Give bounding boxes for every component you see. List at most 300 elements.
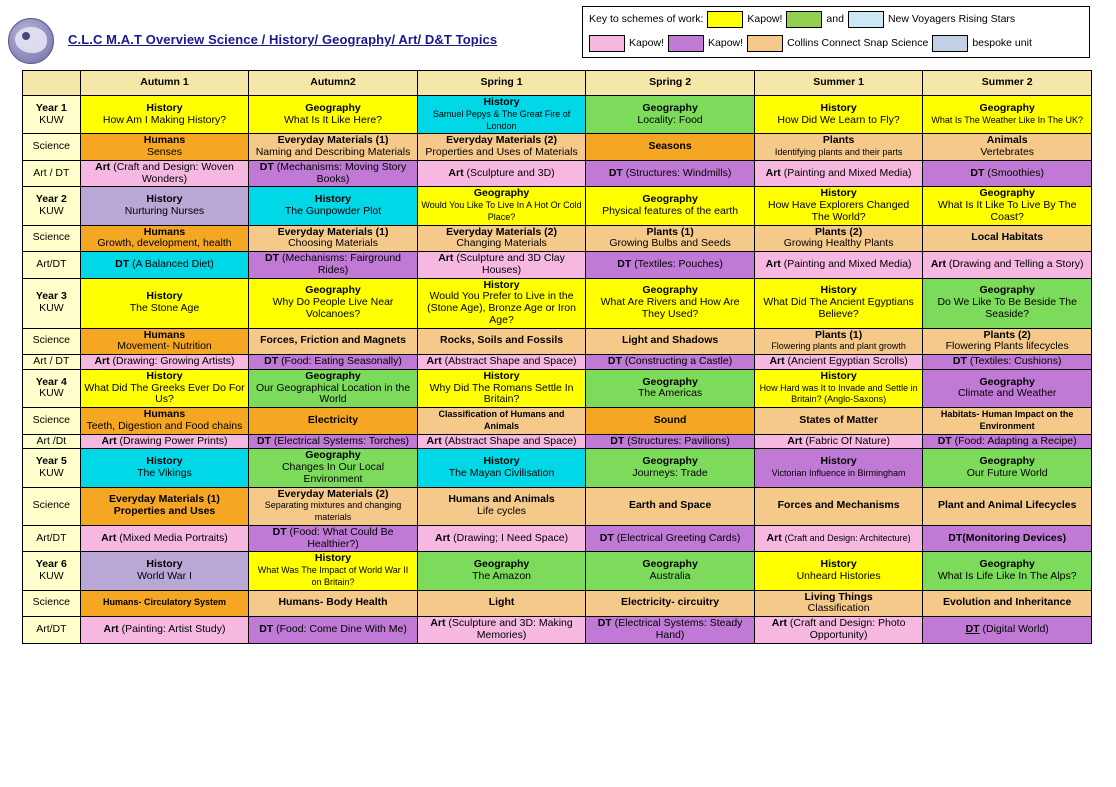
cell-title: Plants (1) [814, 328, 863, 341]
key-swatch-new-voyagers [848, 11, 884, 28]
cell-r14-c1 [249, 525, 418, 552]
cell-subtitle: Unheard Histories [796, 569, 881, 582]
cell-subtitle: Classification [807, 602, 870, 615]
cell-r4-c3 [586, 225, 755, 252]
header-summer-2: Summer 2 [923, 71, 1092, 96]
cell-subtitle: World War I [137, 569, 192, 582]
cell-r8-c0 [80, 355, 249, 370]
cell-title: Art [787, 434, 803, 447]
cell-subtitle: (Food: Come Dine With Me) [276, 622, 407, 635]
cell-title: DT [965, 622, 980, 635]
cell-r9-c0 [80, 369, 249, 407]
cell-r8-c4 [754, 355, 923, 370]
cell-subtitle: Flowering plants and plant growth [771, 341, 906, 352]
cell-subtitle: Growing Bulbs and Seeds [609, 237, 731, 250]
cell-subtitle: How Hard was It to Invade and Settle in Britain? (Anglo-Saxons) [759, 382, 918, 405]
cell-title: DT [599, 531, 614, 544]
cell-title: DT [952, 355, 967, 367]
cell-subtitle: (Fabric Of Nature) [805, 434, 890, 447]
cell-subtitle: Nurturing Nurses [124, 204, 205, 217]
cell-subtitle: The Vikings [137, 466, 192, 479]
cell-title: Humans and Animals [448, 493, 555, 506]
cell-r14-c5 [923, 525, 1092, 552]
cell-subtitle: Life cycles [477, 505, 527, 518]
cell-title: History [146, 558, 183, 571]
cell-subtitle: How Have Explorers Changed The World? [767, 199, 910, 223]
key-label: Key to schemes of work: [589, 13, 704, 25]
cell-r11-c1 [249, 434, 418, 449]
clc-mat-logo [8, 18, 54, 64]
cell-r12-c4 [754, 449, 923, 487]
cell-r4-c5 [923, 225, 1092, 252]
cell-subtitle: Senses [146, 146, 182, 158]
cell-subtitle: Would You Prefer to Live in the (Stone Age), Bronze Age or Iron Age? [427, 290, 576, 326]
cell-title: Geography [979, 284, 1035, 297]
cell-title: Geography [642, 455, 698, 468]
cell-title: DT [259, 622, 274, 635]
cell-r10-c4 [754, 408, 923, 435]
cell-title: Geography [642, 284, 698, 297]
cell-title: Art [103, 622, 119, 635]
cell-title: Forces and Mechanisms [777, 499, 900, 512]
cell-title: Everyday Materials (1) [277, 134, 389, 147]
cell-title: DT [617, 257, 632, 270]
cell-subtitle: What Was The Impact of World War II on Britain? [257, 565, 409, 587]
cell-subtitle: What Is Life Like In The Alps? [937, 569, 1077, 582]
cell-title: Art [769, 355, 785, 367]
cell-r8-c3 [586, 355, 755, 370]
cell-r0-c3 [586, 96, 755, 134]
cell-title: Humans- Body Health [278, 596, 388, 609]
cell-r5-c3 [586, 252, 755, 279]
row-label-5: Art/DT [23, 252, 81, 279]
cell-r12-c1 [249, 449, 418, 487]
cell-subtitle: (Ancient Egyptian Scrolls) [787, 355, 908, 367]
cell-r17-c5 [923, 617, 1092, 644]
cell-title: Plants (2) [983, 328, 1031, 341]
key-swatch-green [786, 11, 822, 28]
cell-r17-c1 [249, 617, 418, 644]
cell-r13-c3 [586, 487, 755, 525]
cell-r16-c2 [417, 590, 586, 617]
cell-title: DT [272, 525, 287, 538]
cell-r16-c3 [586, 590, 755, 617]
cell-title: Geography [305, 101, 361, 114]
cell-r11-c5 [923, 434, 1092, 449]
cell-subtitle: Identifying plants and their parts [774, 147, 903, 157]
cell-title: DT [264, 355, 279, 367]
cell-title: States of Matter [799, 413, 878, 426]
table-row [23, 449, 1092, 487]
cell-r1-c2 [417, 134, 586, 161]
key-text-and: and [826, 13, 844, 25]
cell-r1-c0 [80, 134, 249, 161]
cell-subtitle: (Craft and Design: Photo Opportunity) [789, 617, 906, 641]
cell-subtitle: (Mechanisms: Fairground Rides) [281, 252, 401, 276]
cell-title: Geography [979, 558, 1035, 571]
cell-title: History [820, 284, 857, 297]
cell-subtitle: Why Do People Live Near Volcanoes? [272, 296, 394, 320]
cell-subtitle: (Mechanisms: Moving Story Books) [276, 160, 407, 185]
cell-title: Humans [143, 134, 186, 147]
cell-r4-c2 [417, 225, 586, 252]
table-row [23, 590, 1092, 617]
cell-title: History [146, 193, 183, 206]
row-label-7: Science [23, 328, 81, 355]
cell-subtitle: (Sculpture and 3D: Making Memories) [448, 617, 573, 641]
cell-r3-c1 [249, 187, 418, 225]
cell-subtitle: (Drawing and Telling a Story) [948, 257, 1084, 270]
cell-title: Plants (1) [646, 225, 694, 238]
cell-r7-c5 [923, 328, 1092, 355]
cell-r5-c1 [249, 252, 418, 279]
cell-subtitle: What Is The Weather Like In The UK? [931, 114, 1083, 125]
cell-subtitle: Do We Like To Be Beside The Seaside? [937, 296, 1077, 320]
table-body [23, 96, 1092, 644]
cell-title: Electricity [307, 413, 359, 426]
cell-subtitle: Locality: Food [637, 113, 703, 126]
cell-title: Animals [986, 134, 1028, 147]
cell-subtitle: Changing Materials [456, 237, 547, 250]
cell-r6-c1 [249, 278, 418, 328]
cell-r12-c5 [923, 449, 1092, 487]
cell-r1-c5 [923, 134, 1092, 161]
cell-subtitle: What Did The Ancient Egyptians Believe? [763, 296, 914, 320]
cell-subtitle: (Smoothies) [987, 166, 1044, 179]
row-label-4: Science [23, 225, 81, 252]
cell-title: Art [435, 531, 451, 544]
cell-r14-c0 [80, 525, 249, 552]
key-swatch-kapow-purple [668, 35, 704, 52]
cell-subtitle: Our Future World [966, 466, 1048, 479]
cell-subtitle: How Did We Learn to Fly? [777, 113, 900, 126]
header-blank [23, 71, 81, 96]
row-label-11: Art /Dt [23, 434, 81, 449]
cell-title: Art [101, 531, 117, 544]
cell-r9-c4 [754, 369, 923, 407]
cell-r3-c0 [80, 187, 249, 225]
cell-title: Plant and Animal Lifecycles [937, 499, 1077, 512]
cell-title: DT [597, 617, 612, 629]
cell-subtitle: (Digital World) [982, 622, 1049, 635]
table-header [23, 71, 1092, 96]
cell-title: DT [610, 434, 625, 447]
cell-r11-c2 [417, 434, 586, 449]
cell-title: History [820, 101, 857, 114]
cell-title: Humans- Circulatory System [102, 597, 226, 608]
cell-subtitle: Victorian Influence in Birmingham [771, 467, 906, 478]
cell-title: Geography [979, 101, 1035, 114]
header-spring-1: Spring 1 [417, 71, 586, 96]
cell-subtitle: (Mixed Media Portraits) [119, 531, 228, 544]
cell-subtitle: (Food: Eating Seasonally) [281, 355, 402, 367]
key-text-kapow-purple: Kapow! [708, 37, 744, 49]
cell-r13-c1 [249, 487, 418, 525]
row-label-1: Science [23, 134, 81, 161]
cell-r4-c4 [754, 225, 923, 252]
cell-title: DT [115, 257, 130, 270]
cell-title: Art [426, 355, 442, 367]
cell-subtitle: (A Balanced Diet) [132, 257, 214, 270]
cell-title: DT [265, 252, 280, 264]
cell-r16-c4 [754, 590, 923, 617]
cell-r11-c3 [586, 434, 755, 449]
cell-r7-c1 [249, 328, 418, 355]
cell-subtitle: (Drawing Power Prints) [119, 434, 228, 447]
cell-title: Everyday Materials (2) [446, 134, 557, 147]
cell-title: Everyday Materials (2) [446, 225, 557, 238]
cell-subtitle: (Food: Adapting a Recipe) [954, 434, 1077, 447]
cell-r0-c1 [249, 96, 418, 134]
cell-title: Geography [305, 369, 361, 382]
cell-title: Humans [143, 408, 186, 420]
cell-r17-c3 [586, 617, 755, 644]
cell-r10-c2 [417, 408, 586, 435]
cell-title: Seasons [648, 140, 692, 153]
cell-subtitle: Naming and Describing Materials [255, 146, 411, 158]
cell-r13-c2 [417, 487, 586, 525]
cell-r12-c2 [417, 449, 586, 487]
cell-r9-c2 [417, 369, 586, 407]
cell-title: Electricity- circuitry [621, 596, 720, 609]
cell-r12-c3 [586, 449, 755, 487]
cell-title: Earth and Space [628, 499, 712, 512]
key-swatch-kapow-yellow [707, 11, 743, 28]
cell-subtitle: (Electrical Systems: Steady Hand) [614, 617, 743, 641]
cell-r6-c3 [586, 278, 755, 328]
cell-title: Light [488, 596, 515, 609]
cell-title: Classification of Humans and Animals [438, 409, 565, 431]
cell-title: Geography [642, 101, 698, 114]
logo-swirl [15, 27, 47, 53]
cell-r14-c2 [417, 525, 586, 552]
cell-r4-c1 [249, 225, 418, 252]
cell-subtitle: Physical features of the earth [602, 204, 739, 217]
cell-title: Living Things [804, 590, 873, 603]
cell-subtitle: Climate and Weather [957, 387, 1057, 400]
cell-title: Art [930, 257, 946, 270]
row-label-9: Year 4 KUW [23, 369, 81, 407]
row-label-8: Art / DT [23, 355, 81, 370]
cell-title: History [314, 552, 352, 565]
row-label-2: Art / DT [23, 160, 81, 187]
cell-r15-c0 [80, 552, 249, 590]
table-row [23, 617, 1092, 644]
cell-title: DT [608, 166, 623, 179]
table-row [23, 160, 1092, 187]
table-row [23, 134, 1092, 161]
cell-title: Everyday Materials (1) Properties and Uses [109, 493, 220, 518]
cell-r2-c5 [923, 160, 1092, 187]
cell-title: History [820, 558, 857, 571]
cell-r0-c0 [80, 96, 249, 134]
cell-subtitle: (Drawing; I Need Space) [453, 531, 569, 544]
cell-r16-c0 [80, 590, 249, 617]
row-label-6: Year 3 KUW [23, 278, 81, 328]
cell-subtitle: Samuel Pepys & The Great Fire of London [432, 108, 571, 131]
cell-r6-c2 [417, 278, 586, 328]
cell-subtitle: (Craft and Design: Woven Wonders) [113, 160, 234, 185]
cell-r2-c1 [249, 160, 418, 187]
page-title: C.L.C M.A.T Overview Science / History/ Geography/ Art/ D&T Topics [68, 32, 498, 47]
cell-subtitle: Changes In Our Local Environment [281, 461, 385, 485]
cell-title: History [483, 369, 520, 382]
cell-title: History [820, 455, 857, 468]
cell-title: History [146, 101, 183, 114]
cell-subtitle: Growth, development, health [97, 237, 232, 250]
cell-title: Geography [642, 193, 698, 206]
key-text-kapow-pink: Kapow! [629, 37, 665, 49]
cell-subtitle: Journeys: Trade [632, 466, 708, 479]
cell-r6-c4 [754, 278, 923, 328]
cell-title: DT(Monitoring Devices) [948, 531, 1067, 544]
cell-title: Art [438, 252, 454, 264]
cell-title: History [146, 369, 183, 382]
cell-title: DT [259, 160, 274, 173]
cell-r6-c0 [80, 278, 249, 328]
header-summer-1: Summer 1 [754, 71, 923, 96]
cell-r15-c5 [923, 552, 1092, 590]
cell-title: Everyday Materials (1) [277, 225, 389, 238]
cell-subtitle: Movement- Nutrition [117, 340, 212, 353]
cell-r13-c0 [80, 487, 249, 525]
header-row [23, 71, 1092, 96]
cell-title: Humans [143, 225, 186, 238]
cell-title: History [146, 290, 183, 303]
cell-r8-c5 [923, 355, 1092, 370]
table-row [23, 552, 1092, 590]
cell-title: History [483, 96, 520, 108]
cell-r4-c0 [80, 225, 249, 252]
cell-r15-c4 [754, 552, 923, 590]
cell-subtitle: Separating mixtures and changing materials [264, 500, 402, 522]
cell-r15-c3 [586, 552, 755, 590]
key-text-kapow-yellow: Kapow! [747, 13, 783, 25]
cell-r10-c5 [923, 408, 1092, 435]
cell-subtitle: (Painting and Mixed Media) [783, 166, 912, 179]
cell-r13-c4 [754, 487, 923, 525]
cell-r11-c0 [80, 434, 249, 449]
cell-title: Geography [642, 558, 698, 571]
cell-title: Art [430, 617, 446, 629]
key-to-schemes-box [582, 6, 1090, 58]
key-text-collins: Collins Connect Snap Science [787, 37, 929, 49]
key-swatch-kapow-pink [589, 35, 625, 52]
table-row [23, 487, 1092, 525]
cell-r16-c5 [923, 590, 1092, 617]
cell-r7-c2 [417, 328, 586, 355]
cell-title: Local Habitats [971, 231, 1044, 244]
key-row-2 [583, 31, 1089, 55]
cell-r1-c4 [754, 134, 923, 161]
cell-r1-c3 [586, 134, 755, 161]
table-row [23, 434, 1092, 449]
table-row [23, 225, 1092, 252]
cell-subtitle: Our Geographical Location in the World [255, 381, 411, 406]
cell-subtitle: Growing Healthy Plants [783, 237, 894, 250]
cell-r3-c4 [754, 187, 923, 225]
cell-title: Geography [642, 375, 698, 388]
cell-subtitle: Why Did The Romans Settle In Britain? [429, 381, 574, 406]
cell-title: Art [101, 434, 117, 447]
cell-title: Art [448, 166, 464, 179]
cell-subtitle: What Is It Like Here? [283, 113, 383, 126]
header-autumn-1: Autumn 1 [80, 71, 249, 96]
cell-subtitle: What Is It Like To Live By The Coast? [937, 199, 1077, 223]
cell-subtitle: Australia [649, 569, 691, 582]
cell-title: Geography [979, 375, 1035, 388]
cell-title: Evolution and Inheritance [943, 596, 1072, 609]
cell-r3-c3 [586, 187, 755, 225]
table-row [23, 355, 1092, 370]
cell-title: DT [607, 355, 622, 367]
row-label-15: Year 6 KUW [23, 552, 81, 590]
cell-r8-c2 [417, 355, 586, 370]
cell-subtitle: (Abstract Shape and Space) [444, 355, 577, 367]
cell-subtitle: (Textiles: Cushions) [969, 355, 1062, 367]
cell-title: History [483, 455, 520, 468]
cell-title: Art [765, 257, 781, 270]
cell-title: DT [256, 434, 271, 447]
cell-subtitle: (Electrical Greeting Cards) [616, 531, 741, 544]
cell-title: Geography [473, 558, 530, 571]
row-label-10: Science [23, 408, 81, 435]
table-row [23, 369, 1092, 407]
table-row [23, 408, 1092, 435]
cell-title: Art [771, 617, 787, 629]
cell-r7-c0 [80, 328, 249, 355]
cell-r0-c4 [754, 96, 923, 134]
header-autumn-2: Autumn2 [249, 71, 418, 96]
cell-r13-c5 [923, 487, 1092, 525]
cell-title: Light and Shadows [621, 334, 719, 347]
cell-title: DT [937, 434, 952, 447]
key-text-bespoke: bespoke unit [972, 37, 1032, 49]
cell-title: DT [970, 166, 985, 179]
cell-r16-c1 [249, 590, 418, 617]
cell-subtitle: (Sculpture and 3D) [466, 166, 555, 179]
cell-r0-c5 [923, 96, 1092, 134]
cell-title: Art [95, 160, 111, 173]
cell-subtitle: Flowering Plants lifecycles [945, 340, 1069, 353]
cell-title: Geography [305, 449, 361, 462]
cell-r8-c1 [249, 355, 418, 370]
row-label-12: Year 5 KUW [23, 449, 81, 487]
cell-r17-c0 [80, 617, 249, 644]
cell-r5-c2 [417, 252, 586, 279]
key-swatch-bespoke [932, 35, 968, 52]
cell-subtitle: Teeth, Digestion and Food chains [86, 419, 243, 432]
table-row [23, 96, 1092, 134]
cell-subtitle: What Did The Greeks Ever Do For Us? [84, 381, 245, 406]
cell-r17-c2 [417, 617, 586, 644]
table-row [23, 187, 1092, 225]
cell-title: History [820, 187, 857, 200]
cell-title: Everyday Materials (2) [277, 487, 389, 500]
cell-title: Humans [143, 328, 186, 341]
cell-subtitle: (Structures: Pavilions) [627, 434, 730, 447]
cell-subtitle: (Painting and Mixed Media) [783, 257, 912, 270]
row-label-3: Year 2 KUW [23, 187, 81, 225]
cell-r15-c2 [417, 552, 586, 590]
cell-r15-c1 [249, 552, 418, 590]
cell-title: Geography [305, 284, 361, 297]
cell-r7-c3 [586, 328, 755, 355]
cell-subtitle: (Drawing: Growing Artists) [112, 355, 235, 367]
cell-r9-c3 [586, 369, 755, 407]
row-label-13: Science [23, 487, 81, 525]
cell-subtitle: (Electrical Systems: Torches) [273, 434, 410, 447]
